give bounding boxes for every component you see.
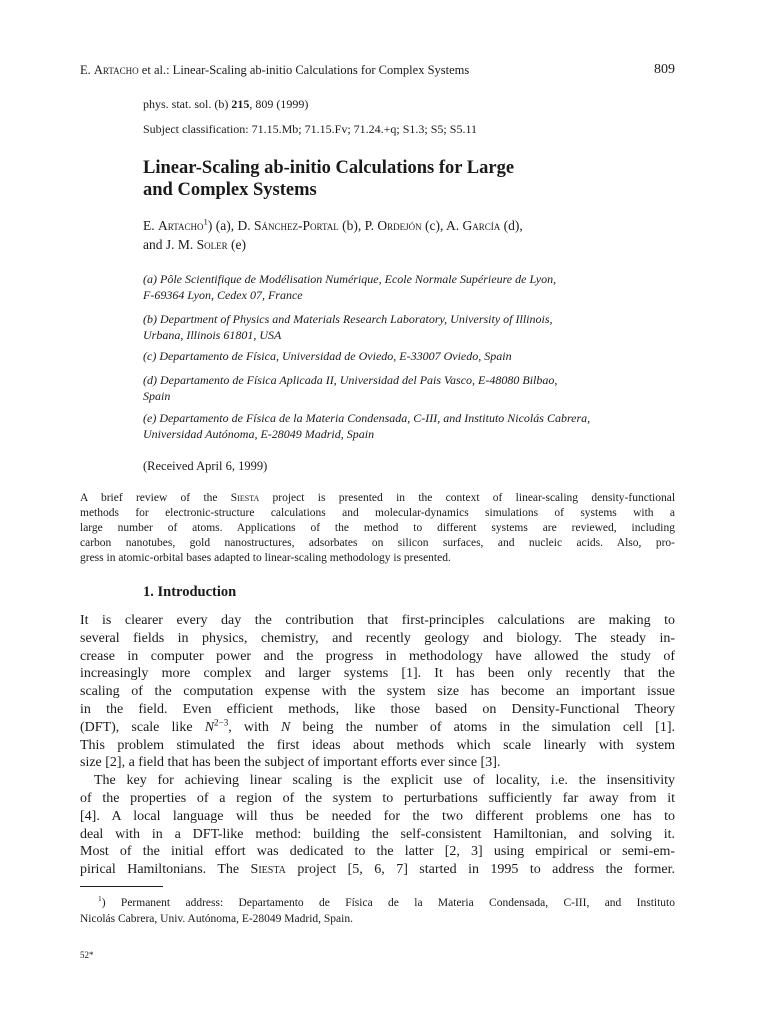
body-line <box>80 719 675 737</box>
body-text: being the number of atoms in the simulation cell [1]. <box>290 719 676 735</box>
abstract-text: A brief review of the <box>80 492 231 504</box>
running-header <box>80 63 675 78</box>
affiliation-c-line-1: (c) Departamento de Física, Universidad de Oviedo, E-33007 Oviedo, Spain <box>143 349 512 363</box>
body-text: pirical Hamiltonians. The <box>80 862 251 878</box>
author-5-affiliation: (e) <box>227 237 246 252</box>
author-3-initials: P. <box>364 218 378 233</box>
author-4-affiliation: (d), <box>500 218 523 233</box>
footnote-mark: 1 <box>98 894 102 904</box>
affiliation-c <box>143 348 673 364</box>
footnote-line-1 <box>80 895 675 911</box>
author-4-name: García <box>462 218 501 233</box>
author-1-affiliation: ) (a), <box>207 218 238 233</box>
siesta-name: Siesta <box>250 862 286 878</box>
affiliation-d <box>143 372 673 404</box>
author-3-name: Ordejón <box>377 218 422 233</box>
body-line: in the field. Even efficient methods, like those based on Density-Functional Theory <box>80 701 675 717</box>
body-text: , with <box>228 719 281 735</box>
footnote-divider <box>80 886 163 887</box>
page-number: 809 <box>654 62 675 77</box>
running-header-author-initial: E. <box>80 63 94 77</box>
journal-page-year: , 809 (1999) <box>249 97 309 111</box>
affiliation-d-line-2: Spain <box>143 389 171 403</box>
math-symbol-n: N <box>204 719 215 735</box>
signature-mark: 52* <box>80 950 94 960</box>
body-line: scaling of the computation expense with the system size has become an important issue <box>80 684 675 700</box>
body-text: project [5, 6, 7] started in 1995 to address the former. <box>285 862 675 878</box>
author-list <box>143 216 663 254</box>
math-symbol-n: N <box>280 719 291 735</box>
abstract-line-2: methods for electronic-structure calculations and molecular-dynamics simulations of systems with a <box>80 507 675 519</box>
affiliation-a-line-1: (a) Pôle Scientifique de Modélisation Numérique, Ecole Normale Supérieure de Lyon, <box>143 272 557 286</box>
affiliation-e-line-2: Universidad Autónoma, E-28049 Madrid, Spain <box>143 427 375 441</box>
affiliation-a <box>143 271 673 303</box>
author-2-affiliation: (b), <box>338 218 365 233</box>
journal-reference <box>143 97 308 112</box>
body-line: [4]. A local language will thus be needed for the two different problems one has to <box>80 808 675 824</box>
subject-classification: Subject classification: 71.15.Mb; 71.15.Fv; 71.24.+q; S1.3; S5; S5.11 <box>143 122 477 136</box>
body-line: of the properties of a region of the system to perturbations sufficiently far away from it <box>80 790 675 806</box>
abstract <box>80 491 675 566</box>
siesta-name: Siesta <box>230 492 260 504</box>
introduction-body <box>80 612 675 879</box>
body-line: increasingly more complex and larger systems [1]. It has been only recently that the <box>80 666 675 682</box>
affiliation-b-line-1: (b) Department of Physics and Materials Research Laboratory, University of Illinois, <box>143 312 553 326</box>
body-line: This problem stimulated the first ideas about methods which scale linearly with system <box>80 737 675 753</box>
abstract-line-5: gress in atomic-orbital bases adapted to linear-scaling methodology is presented. <box>80 552 451 564</box>
body-line: several fields in physics, chemistry, and recently geology and biology. The steady in- <box>80 630 675 646</box>
math-exponent: 2−3 <box>214 717 229 728</box>
author-4-initials: A. <box>446 218 463 233</box>
affiliation-e-line-1: (e) Departamento de Física de la Materia Condensada, C-III, and Instituto Nicolás Cabrera, <box>143 411 591 425</box>
footnote-text: ) Permanent address: Departamento de Física de la Materia Condensada, C-III, and Instituto <box>101 897 675 909</box>
section-heading-introduction: 1. Introduction <box>143 584 237 600</box>
abstract-text: project is presented in the context of linear-scaling density-functional <box>259 492 676 504</box>
running-header-title: et al.: Linear-Scaling ab-initio Calculations for Complex Systems <box>138 63 470 77</box>
body-line: The key for achieving linear scaling is the explicit use of locality, i.e. the insensitivity <box>94 773 675 789</box>
running-header-author: Artacho <box>93 63 139 77</box>
abstract-line-3: large number of atoms. Applications of the method to different systems are reviewed, including <box>80 522 675 534</box>
body-line: size [2], a field that has been the subject of important efforts ever since [3]. <box>80 755 501 771</box>
author-5-name: Soler <box>196 237 228 252</box>
received-date: (Received April 6, 1999) <box>143 459 268 473</box>
body-line: Most of the initial effort was dedicated to the latter [2, 3] using empirical or semi-em- <box>80 844 675 860</box>
paper-title-line-2: and Complex Systems <box>143 180 317 200</box>
abstract-line-4: carbon nanotubes, gold nanostructures, adsorbates on silicon surfaces, and nucleic acids. Also, pro- <box>80 537 675 549</box>
body-line <box>80 861 675 879</box>
body-text: (DFT), scale like <box>80 719 205 735</box>
affiliation-d-line-1: (d) Departamento de Física Aplicada II, Universidad del Pais Vasco, E-48080 Bilbao, <box>143 373 558 387</box>
abstract-line-1 <box>80 491 675 506</box>
author-1-name: Artacho <box>158 218 204 233</box>
paper-title-line-1: Linear-Scaling ab-initio Calculations for Large <box>143 158 515 178</box>
affiliation-b <box>143 311 673 343</box>
journal-volume: 215 <box>231 97 250 111</box>
author-1-initials: E. <box>143 218 158 233</box>
paper-title <box>143 157 663 201</box>
author-2-initials: D. <box>237 218 254 233</box>
author-2-name: Sánchez-Portal <box>254 218 339 233</box>
journal-name: phys. stat. sol. (b) <box>143 97 232 111</box>
affiliation-b-line-2: Urbana, Illinois 61801, USA <box>143 328 282 342</box>
author-1-footnote-mark: 1 <box>203 216 208 227</box>
body-line: crease in computer power and the progress in methodology have allowed the study of <box>80 648 675 664</box>
footnote <box>80 895 675 927</box>
affiliation-a-line-2: F-69364 Lyon, Cedex 07, France <box>143 288 303 302</box>
body-line: deal with in a DFT-like method: building the self-consistent Hamiltonian, and solving it. <box>80 826 675 842</box>
author-5-initials: and J. M. <box>143 237 197 252</box>
footnote-line-2: Nicolás Cabrera, Univ. Autónoma, E-28049 Madrid, Spain. <box>80 913 353 925</box>
affiliation-e <box>143 410 673 442</box>
body-line: It is clearer every day the contribution that first-principles calculations are making to <box>80 613 675 628</box>
author-3-affiliation: (c), <box>421 218 447 233</box>
